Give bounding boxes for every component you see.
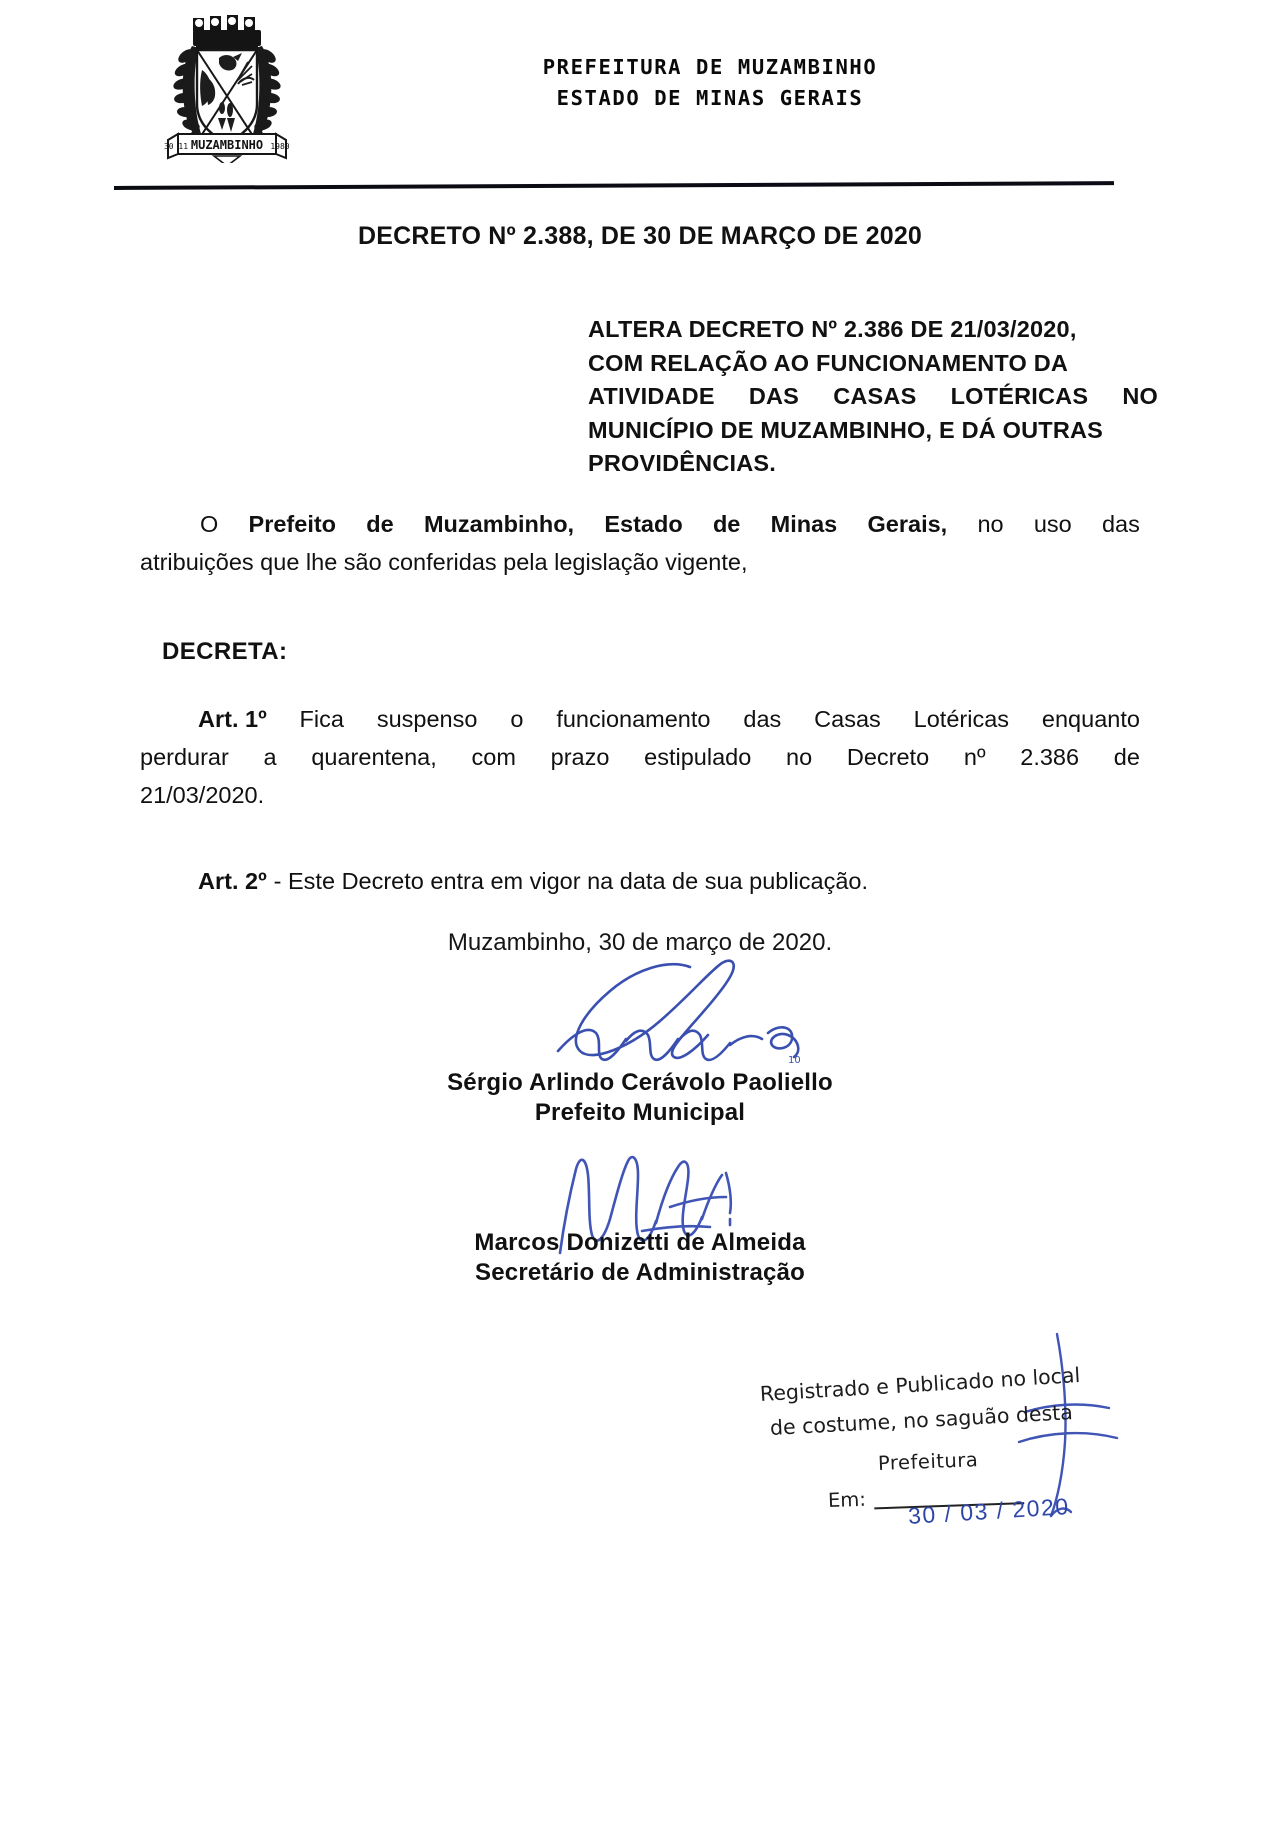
decreta-label: DECRETA: <box>162 638 288 665</box>
header-title-block <box>400 52 1020 114</box>
article-1-line-3: 21/03/2020. <box>140 782 265 808</box>
mayor-role: Prefeito Municipal <box>534 1099 746 1126</box>
header-divider <box>114 181 1114 190</box>
summary-line-2: COM RELAÇÃO AO FUNCIONAMENTO DA <box>588 349 1069 376</box>
article-2-label: Art. 2º <box>198 868 267 894</box>
registration-stamp-line-3: Prefeitura <box>877 1448 979 1475</box>
preamble-line-2: atribuições que lhe são conferidas pela legislação vigente, <box>140 549 748 575</box>
svg-text:30 11: 30 11 <box>163 142 189 151</box>
preamble-line-1: O Prefeito de Muzambinho, Estado de Minas Gerais, no uso das <box>200 511 1140 537</box>
registration-stamp-date-value: 30 / 03 / 2020 <box>907 1493 1071 1529</box>
summary-line-5: PROVIDÊNCIAS. <box>588 450 777 476</box>
muzambinho-coat-of-arms-icon <box>152 8 302 163</box>
crest-banner-label: MUZAMBINHO <box>190 138 264 152</box>
document-page <box>100 0 1180 1838</box>
preamble-paragraph <box>140 505 1140 581</box>
registration-stamp-line-1: Registrado e Publicado no local <box>759 1363 1081 1406</box>
page-title: DECRETO Nº 2.388, DE 30 DE MARÇO DE 2020 <box>357 222 923 250</box>
header-line-estado: ESTADO DE MINAS GERAIS <box>556 86 864 110</box>
summary-line-4: MUNICÍPIO DE MUZAMBINHO, E DÁ OUTRAS <box>588 416 1104 443</box>
signature-block-secretary <box>100 1228 1180 1288</box>
dateline: Muzambinho, 30 de março de 2020. <box>447 929 833 956</box>
article-1-line-1: Art. 1º Fica suspenso o funcionamento das Casas Lotéricas enquanto <box>140 700 1140 738</box>
mayor-name: Sérgio Arlindo Cerávolo Paoliello <box>447 1069 833 1096</box>
svg-text:1980: 1980 <box>270 142 290 151</box>
mayor-handwritten-signature-icon <box>540 955 830 1085</box>
summary-line-1: ALTERA DECRETO Nº 2.386 DE 21/03/2020, <box>588 316 1077 342</box>
decree-summary-block <box>588 313 1158 481</box>
summary-line-3: ATIVIDADE DAS CASAS LOTÉRICAS NO <box>588 383 1158 409</box>
registration-stamp <box>759 1363 1130 1512</box>
article-2-text: - Este Decreto entra em vigor na data de sua publicação. <box>273 868 869 894</box>
registration-stamp-date-label: Em: <box>827 1487 867 1512</box>
secretary-role: Secretário de Administração <box>475 1259 805 1286</box>
signature-block-mayor <box>100 1068 1180 1128</box>
article-1-paragraph <box>140 700 1140 814</box>
article-2-paragraph <box>140 862 1140 900</box>
registration-stamp-line-2: de costume, no saguão desta <box>769 1400 1074 1440</box>
article-1-label: Art. 1º <box>198 706 267 732</box>
secretary-name: Marcos Donizetti de Almeida <box>474 1229 806 1256</box>
article-1-line-2: perdurar a quarentena, com prazo estipulado no Decreto nº 2.386 de <box>140 744 1140 770</box>
document-header <box>100 0 1180 180</box>
header-line-prefeitura: PREFEITURA DE MUZAMBINHO <box>542 55 878 79</box>
svg-text:10: 10 <box>788 1055 801 1066</box>
